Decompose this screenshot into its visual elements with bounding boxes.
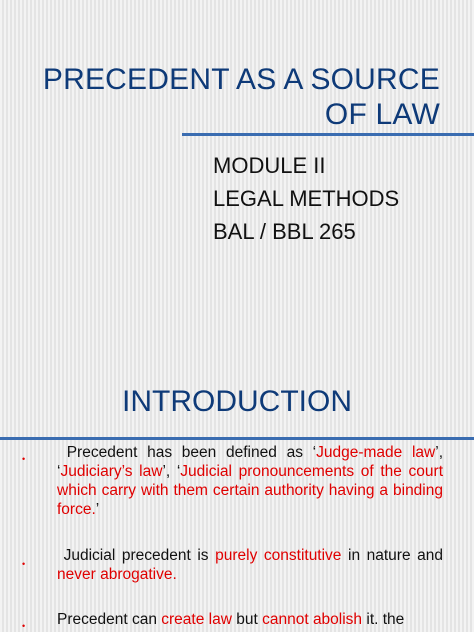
- text-segment-emphasis: purely constitutive: [215, 547, 342, 564]
- subtitle-list: [213, 149, 399, 248]
- section-heading: INTRODUCTION: [122, 385, 352, 418]
- bullet-icon: •: [22, 559, 26, 569]
- text-segment: Precedent has been defined as ‘: [66, 444, 317, 461]
- text-segment-emphasis: Judicial pronouncements of the court which carry with them certain authority having a binding force.: [57, 463, 443, 518]
- text-segment-emphasis: create law: [161, 611, 232, 628]
- text-segment: it. the: [362, 611, 405, 628]
- slide-introduction: [0, 355, 474, 632]
- subtitle-line-code: BAL / BBL 265: [213, 219, 356, 244]
- text-segment-emphasis: Judiciary’s law: [60, 463, 163, 480]
- text-segment: Precedent can: [57, 611, 162, 628]
- text-segment-emphasis: Judge-made law: [316, 444, 436, 461]
- bullet-point-nature: [57, 546, 443, 584]
- text-segment: Judicial precedent is: [63, 547, 216, 564]
- text-segment: ’: [95, 501, 100, 518]
- text-segment-emphasis: cannot abolish: [262, 611, 363, 628]
- text-segment: ’, ‘: [162, 463, 181, 480]
- text-segment: but: [231, 611, 263, 628]
- slide-title-heading: PRECEDENT AS A SOURCE OF LAW: [42, 63, 440, 131]
- text-segment: ’, ‘: [57, 444, 443, 480]
- title-accent-rule: [182, 133, 474, 136]
- text-segment: in nature and: [341, 547, 444, 564]
- bullet-icon: •: [22, 621, 26, 631]
- subtitle-line-course: LEGAL METHODS: [213, 186, 400, 211]
- text-segment-emphasis: never abrogative.: [57, 566, 177, 583]
- subtitle-line-module: MODULE II: [213, 153, 326, 178]
- bullet-point-create-law: [57, 610, 443, 629]
- bullet-icon: •: [22, 454, 26, 464]
- section-divider: [0, 437, 474, 440]
- bullet-point-definition: [57, 443, 443, 519]
